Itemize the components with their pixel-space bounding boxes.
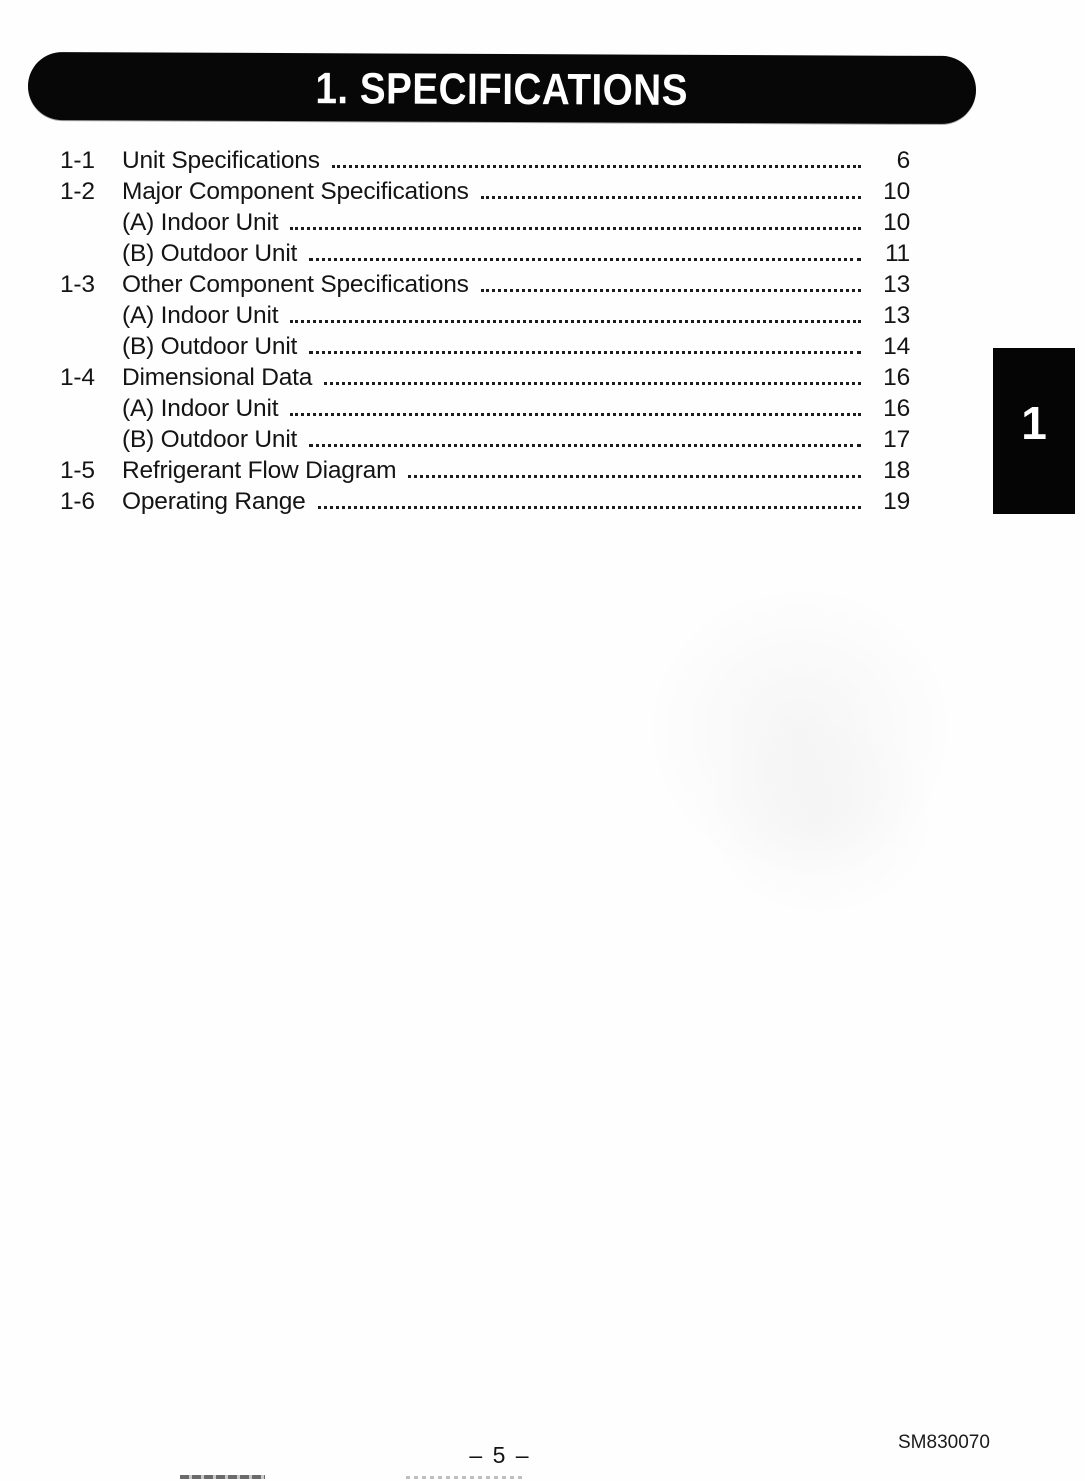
toc-entry bbox=[60, 177, 910, 208]
toc-entry-page: 19 bbox=[883, 488, 910, 515]
toc-dot-leader bbox=[332, 146, 861, 168]
toc-dot-leader bbox=[309, 332, 861, 354]
section-title: 1. SPECIFICATIONS bbox=[315, 63, 689, 115]
toc-entry-title: (B) Outdoor Unit bbox=[122, 240, 298, 267]
footer-doc-number: SM830070 bbox=[898, 1432, 990, 1453]
toc-entry bbox=[60, 394, 910, 425]
toc-entry-number: 1-5 bbox=[60, 457, 95, 484]
toc-list bbox=[60, 146, 910, 518]
toc-entry-page: 14 bbox=[883, 333, 910, 360]
toc-entry-page: 10 bbox=[883, 209, 910, 236]
toc-entry-page: 10 bbox=[883, 178, 910, 205]
toc-entry-number: 1-2 bbox=[60, 178, 95, 205]
toc-entry-title: (B) Outdoor Unit bbox=[122, 333, 298, 360]
toc-entry-number: 1-3 bbox=[60, 271, 95, 298]
toc-entry-page: 16 bbox=[883, 364, 910, 391]
toc-dot-leader bbox=[318, 487, 861, 509]
toc-dot-leader bbox=[309, 239, 861, 261]
toc-entry-page: 11 bbox=[884, 240, 910, 267]
toc-entry bbox=[60, 208, 910, 239]
toc-entry-page: 16 bbox=[883, 395, 910, 422]
toc-entry-page: 17 bbox=[883, 426, 910, 453]
toc-entry bbox=[60, 270, 910, 301]
toc-entry-title: (A) Indoor Unit bbox=[122, 302, 279, 329]
toc-dot-leader bbox=[290, 208, 861, 230]
toc-entry-number: 1-6 bbox=[60, 488, 95, 515]
toc-entry-title: Major Component Specifications bbox=[122, 178, 469, 205]
toc-entry bbox=[60, 363, 910, 394]
toc-entry-title: Unit Specifications bbox=[122, 147, 320, 174]
toc-entry-title: (A) Indoor Unit bbox=[122, 209, 279, 236]
toc-entry-page: 6 bbox=[896, 147, 910, 174]
toc-dot-leader bbox=[481, 177, 861, 199]
toc-dot-leader bbox=[290, 394, 861, 416]
footer-page-number: – 5 – bbox=[469, 1442, 531, 1468]
scan-artifact-line bbox=[180, 1475, 265, 1479]
toc-dot-leader bbox=[290, 301, 861, 323]
toc-entry-title: (B) Outdoor Unit bbox=[122, 426, 298, 453]
chapter-tab-label: 1 bbox=[1021, 397, 1047, 449]
toc-dot-leader bbox=[309, 425, 861, 447]
section-header-banner bbox=[28, 52, 976, 124]
toc-entry-title: Other Component Specifications bbox=[122, 271, 469, 298]
toc-entry-title: Refrigerant Flow Diagram bbox=[122, 457, 397, 484]
toc-entry-title: Operating Range bbox=[122, 488, 306, 515]
toc-entry bbox=[60, 239, 910, 270]
toc-entry-title: Dimensional Data bbox=[122, 364, 313, 391]
chapter-tab bbox=[993, 348, 1075, 514]
toc-entry-page: 13 bbox=[883, 302, 910, 329]
scan-artifact-line bbox=[406, 1476, 526, 1479]
scan-smudge bbox=[640, 580, 960, 880]
toc-entry bbox=[60, 332, 910, 363]
toc-dot-leader bbox=[408, 456, 861, 478]
toc-entry bbox=[60, 301, 910, 332]
toc-entry-number: 1-4 bbox=[60, 364, 95, 391]
scan-smudge bbox=[690, 710, 950, 930]
toc-entry bbox=[60, 146, 910, 177]
toc-entry bbox=[60, 425, 910, 456]
toc-entry-page: 13 bbox=[883, 271, 910, 298]
toc-entry-page: 18 bbox=[883, 457, 910, 484]
toc-entry bbox=[60, 487, 910, 518]
toc-entry-title: (A) Indoor Unit bbox=[122, 395, 279, 422]
toc-dot-leader bbox=[481, 270, 861, 292]
toc-entry-number: 1-1 bbox=[60, 147, 95, 174]
toc-entry bbox=[60, 456, 910, 487]
toc-dot-leader bbox=[324, 363, 861, 385]
